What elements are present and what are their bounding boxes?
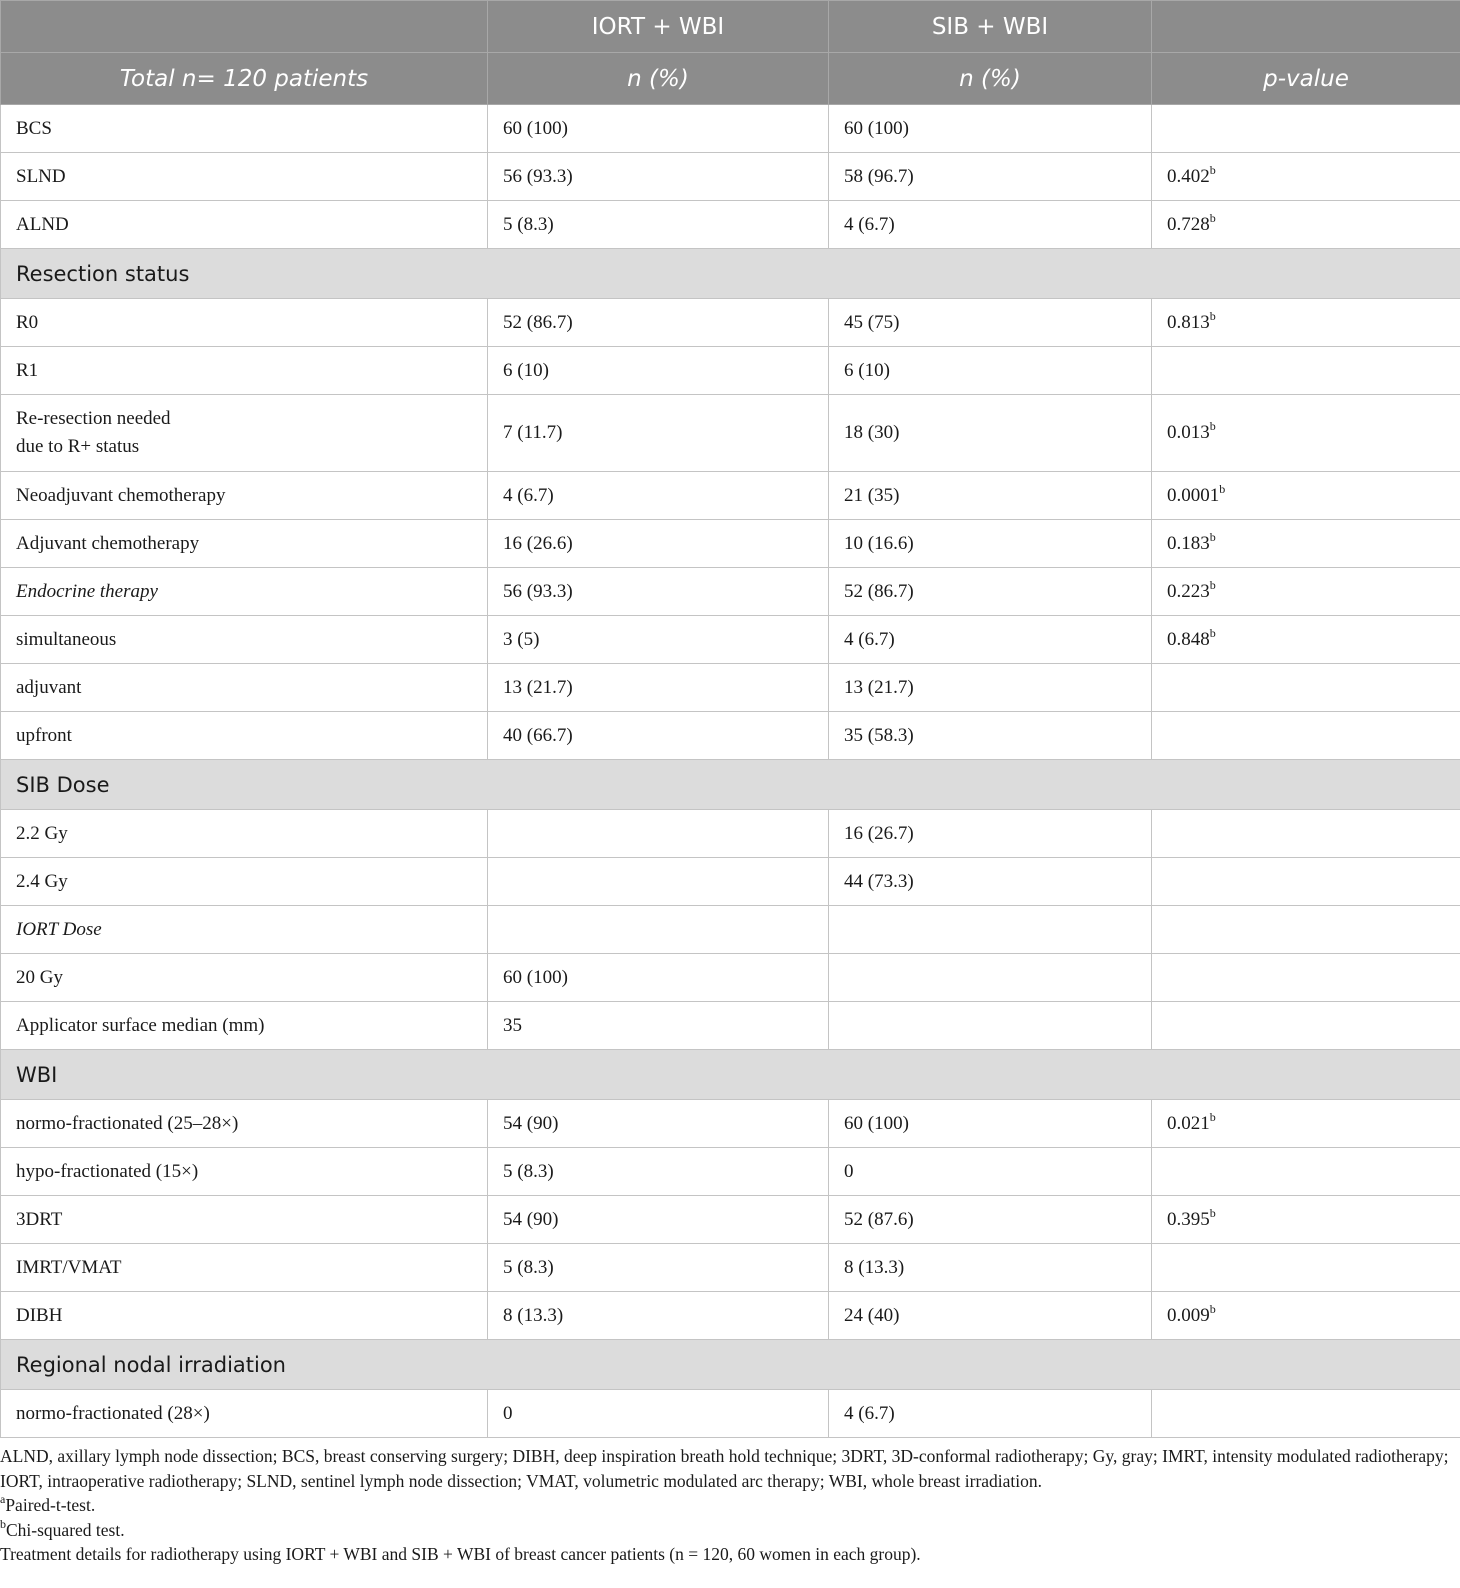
sib-wbi-value: 16 (26.7) <box>829 810 1152 858</box>
row-label: ALND <box>1 201 488 249</box>
iort-wbi-value: 5 (8.3) <box>488 201 829 249</box>
iort-wbi-value: 6 (10) <box>488 347 829 395</box>
sib-wbi-value: 52 (87.6) <box>829 1196 1152 1244</box>
table-row <box>1 520 1460 568</box>
table-row <box>1 1148 1460 1196</box>
sib-wbi-value: 4 (6.7) <box>829 1390 1152 1438</box>
p-value-footnote-mark: b <box>1209 529 1216 544</box>
table-row <box>1 858 1460 906</box>
section-row <box>1 249 1460 299</box>
footnote-a-text: Paired-t-test. <box>5 1495 96 1515</box>
p-value: 0.402 <box>1167 165 1210 187</box>
table-row <box>1 616 1460 664</box>
p-value-cell <box>1152 810 1460 858</box>
sib-wbi-value: 4 (6.7) <box>829 616 1152 664</box>
sib-wbi-value: 60 (100) <box>829 105 1152 153</box>
row-label: R1 <box>1 347 488 395</box>
row-label: 2.4 Gy <box>1 858 488 906</box>
p-value-footnote-mark: b <box>1209 308 1216 323</box>
p-value-cell <box>1152 347 1460 395</box>
table-row <box>1 347 1460 395</box>
table-row <box>1 395 1460 472</box>
section-row <box>1 1340 1460 1390</box>
sib-wbi-value: 4 (6.7) <box>829 201 1152 249</box>
p-value-footnote-mark: b <box>1209 162 1216 177</box>
sib-wbi-value: 58 (96.7) <box>829 153 1152 201</box>
p-value: 0.183 <box>1167 532 1210 554</box>
table-row <box>1 954 1460 1002</box>
row-label: BCS <box>1 105 488 153</box>
table-row <box>1 105 1460 153</box>
row-label: hypo-fractionated (15×) <box>1 1148 488 1196</box>
p-value-footnote-mark: b <box>1209 577 1216 592</box>
row-label-line: due to R+ status <box>16 436 140 457</box>
sib-wbi-value: 44 (73.3) <box>829 858 1152 906</box>
header-row-groups <box>1 1 1460 53</box>
iort-wbi-value: 7 (11.7) <box>488 395 829 472</box>
sib-wbi-value: 21 (35) <box>829 472 1152 520</box>
p-value: 0.395 <box>1167 1208 1210 1230</box>
header-iort-wbi: IORT + WBI <box>488 1 829 53</box>
footnote-a <box>0 1493 1460 1518</box>
sib-wbi-value <box>829 954 1152 1002</box>
p-value-cell <box>1152 1100 1460 1148</box>
iort-wbi-value: 5 (8.3) <box>488 1244 829 1292</box>
p-value-cell <box>1152 906 1460 954</box>
iort-wbi-value <box>488 858 829 906</box>
sib-wbi-value <box>829 1002 1152 1050</box>
sib-wbi-value: 45 (75) <box>829 299 1152 347</box>
p-value-footnote-mark: b <box>1209 625 1216 640</box>
abbreviations-note: ALND, axillary lymph node dissection; BCS, breast conserving surgery; DIBH, deep inspiration breath hold technique; 3DRT, 3D-conformal radiotherapy; Gy, gray; IMRT, intensity modulated radiotherapy; IORT, intraoperative radiotherapy; SLND, sentinel lymph node dissection; VMAT, volumetric modulated arc therapy; WBI, whole breast irradiation. <box>0 1446 1449 1491</box>
p-value: 0.223 <box>1167 580 1210 602</box>
iort-wbi-value <box>488 906 829 954</box>
iort-wbi-value: 35 <box>488 1002 829 1050</box>
row-label: 3DRT <box>1 1196 488 1244</box>
row-label: Endocrine therapy <box>1 568 488 616</box>
p-value-footnote-mark: b <box>1209 1301 1216 1316</box>
table-caption: Treatment details for radiotherapy using IORT + WBI and SIB + WBI of breast cancer patients (n = 120, 60 women in each group). <box>0 1544 921 1564</box>
footnote-b-mark: b <box>0 1516 6 1531</box>
p-value-cell <box>1152 664 1460 712</box>
sib-wbi-value: 60 (100) <box>829 1100 1152 1148</box>
row-label: Adjuvant chemotherapy <box>1 520 488 568</box>
sib-wbi-value: 18 (30) <box>829 395 1152 472</box>
table-header <box>1 1 1460 105</box>
table-row <box>1 1002 1460 1050</box>
p-value-cell <box>1152 1148 1460 1196</box>
table-notes <box>0 1444 1460 1567</box>
row-label: Applicator surface median (mm) <box>1 1002 488 1050</box>
table-row <box>1 810 1460 858</box>
section-heading: WBI <box>1 1050 1460 1100</box>
table-row <box>1 472 1460 520</box>
sib-wbi-value: 52 (86.7) <box>829 568 1152 616</box>
footnote-b-text: Chi-squared test. <box>6 1519 125 1540</box>
iort-wbi-value: 60 (100) <box>488 954 829 1002</box>
p-value: 0.728 <box>1167 213 1210 235</box>
iort-wbi-value: 5 (8.3) <box>488 1148 829 1196</box>
header-blank-left <box>1 1 488 53</box>
row-label: normo-fractionated (25–28×) <box>1 1100 488 1148</box>
p-value: 0.021 <box>1167 1112 1210 1134</box>
p-value: 0.0001 <box>1167 484 1220 506</box>
p-value-cell <box>1152 299 1460 347</box>
p-value-cell <box>1152 472 1460 520</box>
row-label <box>1 395 488 472</box>
section-row <box>1 760 1460 810</box>
table-row <box>1 664 1460 712</box>
p-value-footnote-mark: b <box>1219 481 1226 496</box>
header-iort-n-percent: n (%) <box>488 53 829 105</box>
table-row <box>1 712 1460 760</box>
table-row <box>1 153 1460 201</box>
p-value-footnote-mark: b <box>1209 419 1216 433</box>
header-row-units <box>1 53 1460 105</box>
p-value-cell <box>1152 568 1460 616</box>
iort-wbi-value: 3 (5) <box>488 616 829 664</box>
p-value: 0.009 <box>1167 1304 1210 1326</box>
p-value-cell <box>1152 1244 1460 1292</box>
row-label: 2.2 Gy <box>1 810 488 858</box>
row-label: Neoadjuvant chemotherapy <box>1 472 488 520</box>
table-row <box>1 1100 1460 1148</box>
p-value: 0.813 <box>1167 311 1210 333</box>
iort-wbi-value: 60 (100) <box>488 105 829 153</box>
iort-wbi-value: 0 <box>488 1390 829 1438</box>
header-total-patients: Total n= 120 patients <box>1 53 488 105</box>
iort-wbi-value: 40 (66.7) <box>488 712 829 760</box>
p-value-cell <box>1152 153 1460 201</box>
p-value-cell <box>1152 1196 1460 1244</box>
sib-wbi-value: 35 (58.3) <box>829 712 1152 760</box>
row-label: simultaneous <box>1 616 488 664</box>
row-label: 20 Gy <box>1 954 488 1002</box>
p-value-footnote-mark: b <box>1209 1205 1216 1220</box>
table-row <box>1 568 1460 616</box>
row-label: R0 <box>1 299 488 347</box>
footnote-b <box>0 1518 1460 1543</box>
iort-wbi-value: 54 (90) <box>488 1196 829 1244</box>
p-value-cell <box>1152 1390 1460 1438</box>
p-value-cell <box>1152 201 1460 249</box>
p-value-cell <box>1152 105 1460 153</box>
section-heading: Regional nodal irradiation <box>1 1340 1460 1390</box>
table-row <box>1 1292 1460 1340</box>
p-value-cell <box>1152 1292 1460 1340</box>
row-label: SLND <box>1 153 488 201</box>
sib-wbi-value: 13 (21.7) <box>829 664 1152 712</box>
p-value-cell <box>1152 616 1460 664</box>
header-sib-n-percent: n (%) <box>829 53 1152 105</box>
row-label: upfront <box>1 712 488 760</box>
p-value-footnote-mark: b <box>1209 1109 1216 1124</box>
sib-wbi-value: 0 <box>829 1148 1152 1196</box>
row-label: adjuvant <box>1 664 488 712</box>
table-row <box>1 201 1460 249</box>
row-label: IMRT/VMAT <box>1 1244 488 1292</box>
table-body <box>1 105 1460 1438</box>
row-label-line: Re-resection needed <box>16 408 171 429</box>
iort-wbi-value: 4 (6.7) <box>488 472 829 520</box>
section-heading: Resection status <box>1 249 1460 299</box>
footnote-a-mark: a <box>0 1492 6 1506</box>
iort-wbi-value: 52 (86.7) <box>488 299 829 347</box>
p-value-cell <box>1152 858 1460 906</box>
header-blank-right <box>1152 1 1460 53</box>
p-value-cell <box>1152 712 1460 760</box>
p-value-cell <box>1152 395 1460 472</box>
section-row <box>1 1050 1460 1100</box>
table-row <box>1 1196 1460 1244</box>
section-heading: SIB Dose <box>1 760 1460 810</box>
iort-wbi-value: 16 (26.6) <box>488 520 829 568</box>
table-row <box>1 299 1460 347</box>
p-value: 0.848 <box>1167 628 1210 650</box>
p-value-cell <box>1152 520 1460 568</box>
header-sib-wbi: SIB + WBI <box>829 1 1152 53</box>
header-p-value: p-value <box>1152 53 1460 105</box>
iort-wbi-value: 56 (93.3) <box>488 153 829 201</box>
sib-wbi-value <box>829 906 1152 954</box>
iort-wbi-value: 8 (13.3) <box>488 1292 829 1340</box>
sib-wbi-value: 8 (13.3) <box>829 1244 1152 1292</box>
table-row <box>1 906 1460 954</box>
p-value-cell <box>1152 1002 1460 1050</box>
p-value: 0.013 <box>1167 422 1210 443</box>
iort-wbi-value: 13 (21.7) <box>488 664 829 712</box>
p-value-cell <box>1152 954 1460 1002</box>
sib-wbi-value: 24 (40) <box>829 1292 1152 1340</box>
row-label: IORT Dose <box>1 906 488 954</box>
row-label: normo-fractionated (28×) <box>1 1390 488 1438</box>
table-row <box>1 1244 1460 1292</box>
table-row <box>1 1390 1460 1438</box>
sib-wbi-value: 6 (10) <box>829 347 1152 395</box>
iort-wbi-value <box>488 810 829 858</box>
iort-wbi-value: 56 (93.3) <box>488 568 829 616</box>
p-value-footnote-mark: b <box>1209 210 1216 225</box>
row-label: DIBH <box>1 1292 488 1340</box>
sib-wbi-value: 10 (16.6) <box>829 520 1152 568</box>
iort-wbi-value: 54 (90) <box>488 1100 829 1148</box>
